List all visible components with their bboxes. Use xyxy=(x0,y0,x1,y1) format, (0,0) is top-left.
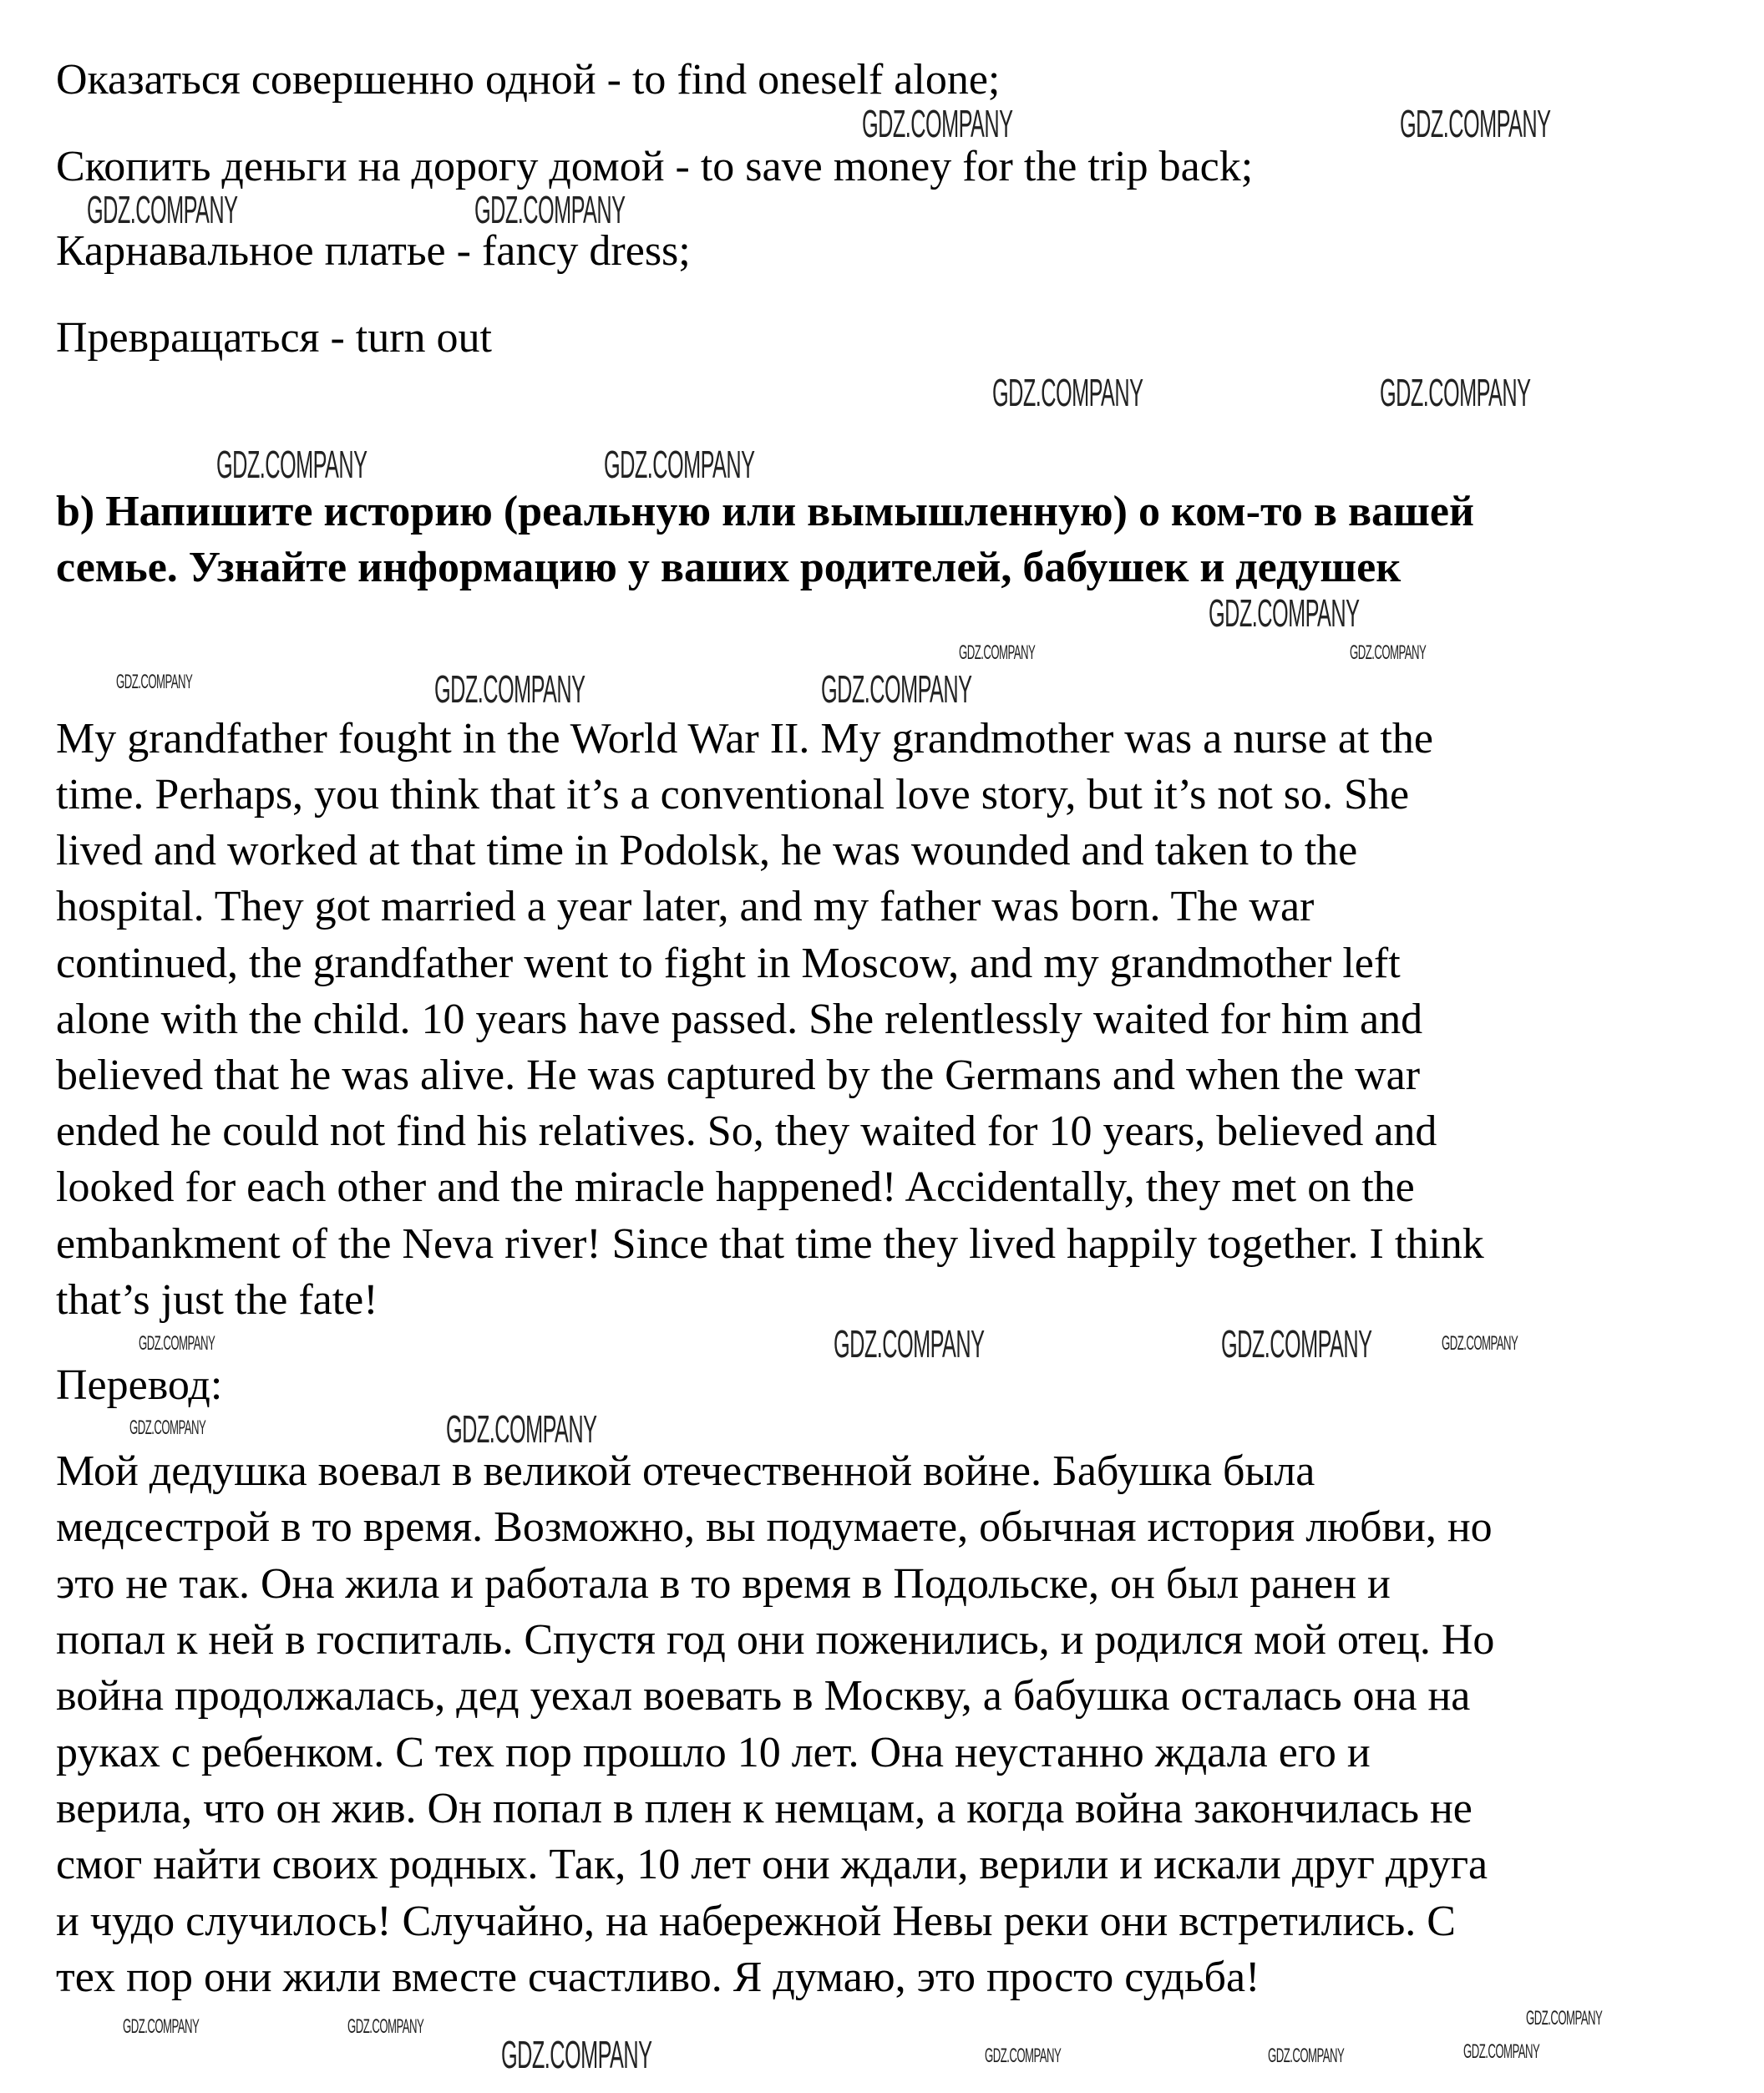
translation-line: верила, что он жив. Он попал в плен к немцам, а когда война закончилась не xyxy=(56,1785,1473,1832)
watermark: GDZ.COMPANY xyxy=(139,1332,215,1355)
watermark: GDZ.COMPANY xyxy=(604,443,755,486)
translation-line: война продолжалась, дед уехал воевать в Москву, а бабушка осталась она на xyxy=(56,1672,1471,1720)
story-line: time. Perhaps, you think that it’s a conventional love story, but it’s not so. She xyxy=(56,771,1410,818)
story-line: continued, the grandfather went to fight in Moscow, and my grandmother left xyxy=(56,940,1401,987)
watermark: GDZ.COMPANY xyxy=(446,1407,597,1451)
task-heading-line: семье. Узнайте информацию у ваших родителей, бабушек и дедушек xyxy=(56,544,1402,591)
task-heading-line: b) Напишите историю (реальную или вымышленную) о ком-то в вашей xyxy=(56,488,1474,535)
translation-line: это не так. Она жила и работала в то время в Подольске, он был ранен и xyxy=(56,1560,1391,1608)
watermark: GDZ.COMPANY xyxy=(959,641,1036,664)
translation-line: попал к ней в госпиталь. Спустя год они поженились, и родился мой отец. Но xyxy=(56,1616,1495,1664)
translation-line: руках с ребенком. С тех пор прошло 10 лет. Она неустанно ждала его и xyxy=(56,1729,1371,1776)
story-line: alone with the child. 10 years have passed. She relentlessly waited for him and xyxy=(56,996,1423,1043)
translation-line: и чудо случилось! Случайно, на набережной Невы реки они встретились. С xyxy=(56,1898,1456,1945)
story-line: looked for each other and the miracle happened! Accidentally, they met on the xyxy=(56,1163,1415,1211)
vocab-line: Скопить деньги на дорогу домой - to save money for the trip back; xyxy=(56,143,1254,190)
watermark: GDZ.COMPANY xyxy=(821,667,972,711)
watermark: GDZ.COMPANY xyxy=(474,188,626,231)
watermark: GDZ.COMPANY xyxy=(1380,371,1531,414)
watermark: GDZ.COMPANY xyxy=(1442,1332,1518,1355)
watermark: GDZ.COMPANY xyxy=(1268,2045,1345,2067)
watermark: GDZ.COMPANY xyxy=(1221,1322,1372,1366)
story-line: hospital. They got married a year later, and my father was born. The war xyxy=(56,883,1315,930)
watermark: GDZ.COMPANY xyxy=(992,371,1143,414)
translation-line: тех пор они жили вместе счастливо. Я думаю, это просто судьба! xyxy=(56,1954,1260,2001)
story-line: that’s just the fate! xyxy=(56,1276,378,1324)
watermark: GDZ.COMPANY xyxy=(123,2015,200,2038)
watermark: GDZ.COMPANY xyxy=(1400,102,1551,145)
translation-line: смог найти своих родных. Так, 10 лет они ждали, верили и искали друг друга xyxy=(56,1841,1488,1888)
watermark: GDZ.COMPANY xyxy=(834,1322,985,1366)
watermark: GDZ.COMPANY xyxy=(501,2033,652,2076)
vocab-line: Превращаться - turn out xyxy=(56,314,493,362)
watermark: GDZ.COMPANY xyxy=(434,667,585,711)
translation-line: Мой дедушка воевал в великой отечественной войне. Бабушка была xyxy=(56,1447,1315,1495)
watermark: GDZ.COMPANY xyxy=(347,2015,424,2038)
story-line: lived and worked at that time in Podolsk, he was wounded and taken to the xyxy=(56,827,1358,874)
watermark: GDZ.COMPANY xyxy=(1526,2007,1603,2030)
vocab-line: Карнавальное платье - fancy dress; xyxy=(56,227,691,275)
watermark: GDZ.COMPANY xyxy=(1463,2040,1540,2063)
watermark: GDZ.COMPANY xyxy=(116,671,193,693)
watermark: GDZ.COMPANY xyxy=(129,1416,206,1439)
vocab-line: Оказаться совершенно одной - to find oneself alone; xyxy=(56,56,1001,104)
watermark: GDZ.COMPANY xyxy=(862,102,1013,145)
watermark: GDZ.COMPANY xyxy=(87,188,238,231)
watermark: GDZ.COMPANY xyxy=(985,2045,1062,2067)
story-line: believed that he was alive. He was captured by the Germans and when the war xyxy=(56,1052,1421,1099)
story-line: embankment of the Neva river! Since that time they lived happily together. I think xyxy=(56,1220,1484,1268)
translation-line: медсестрой в то время. Возможно, вы подумаете, обычная история любви, но xyxy=(56,1503,1493,1551)
watermark: GDZ.COMPANY xyxy=(1350,641,1427,664)
story-line: ended he could not find his relatives. So, they waited for 10 years, believed and xyxy=(56,1107,1437,1155)
translation-label: Перевод: xyxy=(56,1361,223,1409)
watermark: GDZ.COMPANY xyxy=(1209,591,1360,635)
watermark: GDZ.COMPANY xyxy=(216,443,368,486)
story-line: My grandfather fought in the World War II. My grandmother was a nurse at the xyxy=(56,715,1433,763)
